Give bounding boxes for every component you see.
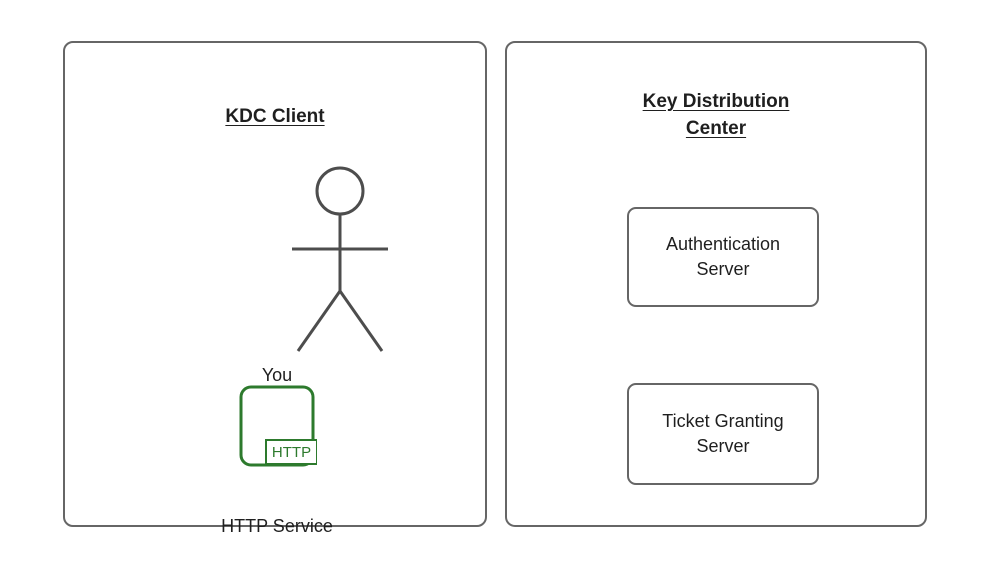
panel-title-kdc-client bbox=[65, 103, 485, 130]
http-service-icon bbox=[237, 383, 317, 469]
authentication-server-line1: Authentication bbox=[665, 234, 781, 254]
ticket-granting-server-line2: Server bbox=[696, 436, 750, 456]
panel-title-kdc-line2: Center bbox=[685, 118, 747, 139]
http-service-caption: HTTP Service bbox=[221, 516, 333, 536]
stick-figure-icon bbox=[275, 163, 405, 353]
ticket-granting-server-box bbox=[627, 383, 819, 485]
stick-figure-caption: You bbox=[261, 365, 293, 385]
panel-title-kdc-client-text: KDC Client bbox=[225, 106, 325, 127]
panel-title-kdc-line1: Key Distribution bbox=[642, 91, 790, 112]
svg-text:HTTP: HTTP bbox=[271, 444, 312, 461]
panel-kdc-client bbox=[63, 41, 487, 536]
panel-title-kdc bbox=[507, 88, 925, 142]
panel-key-distribution-center bbox=[505, 41, 927, 527]
authentication-server-box bbox=[627, 207, 819, 307]
authentication-server-line2: Server bbox=[696, 259, 750, 279]
ticket-granting-server-line1: Ticket Granting bbox=[662, 411, 784, 431]
